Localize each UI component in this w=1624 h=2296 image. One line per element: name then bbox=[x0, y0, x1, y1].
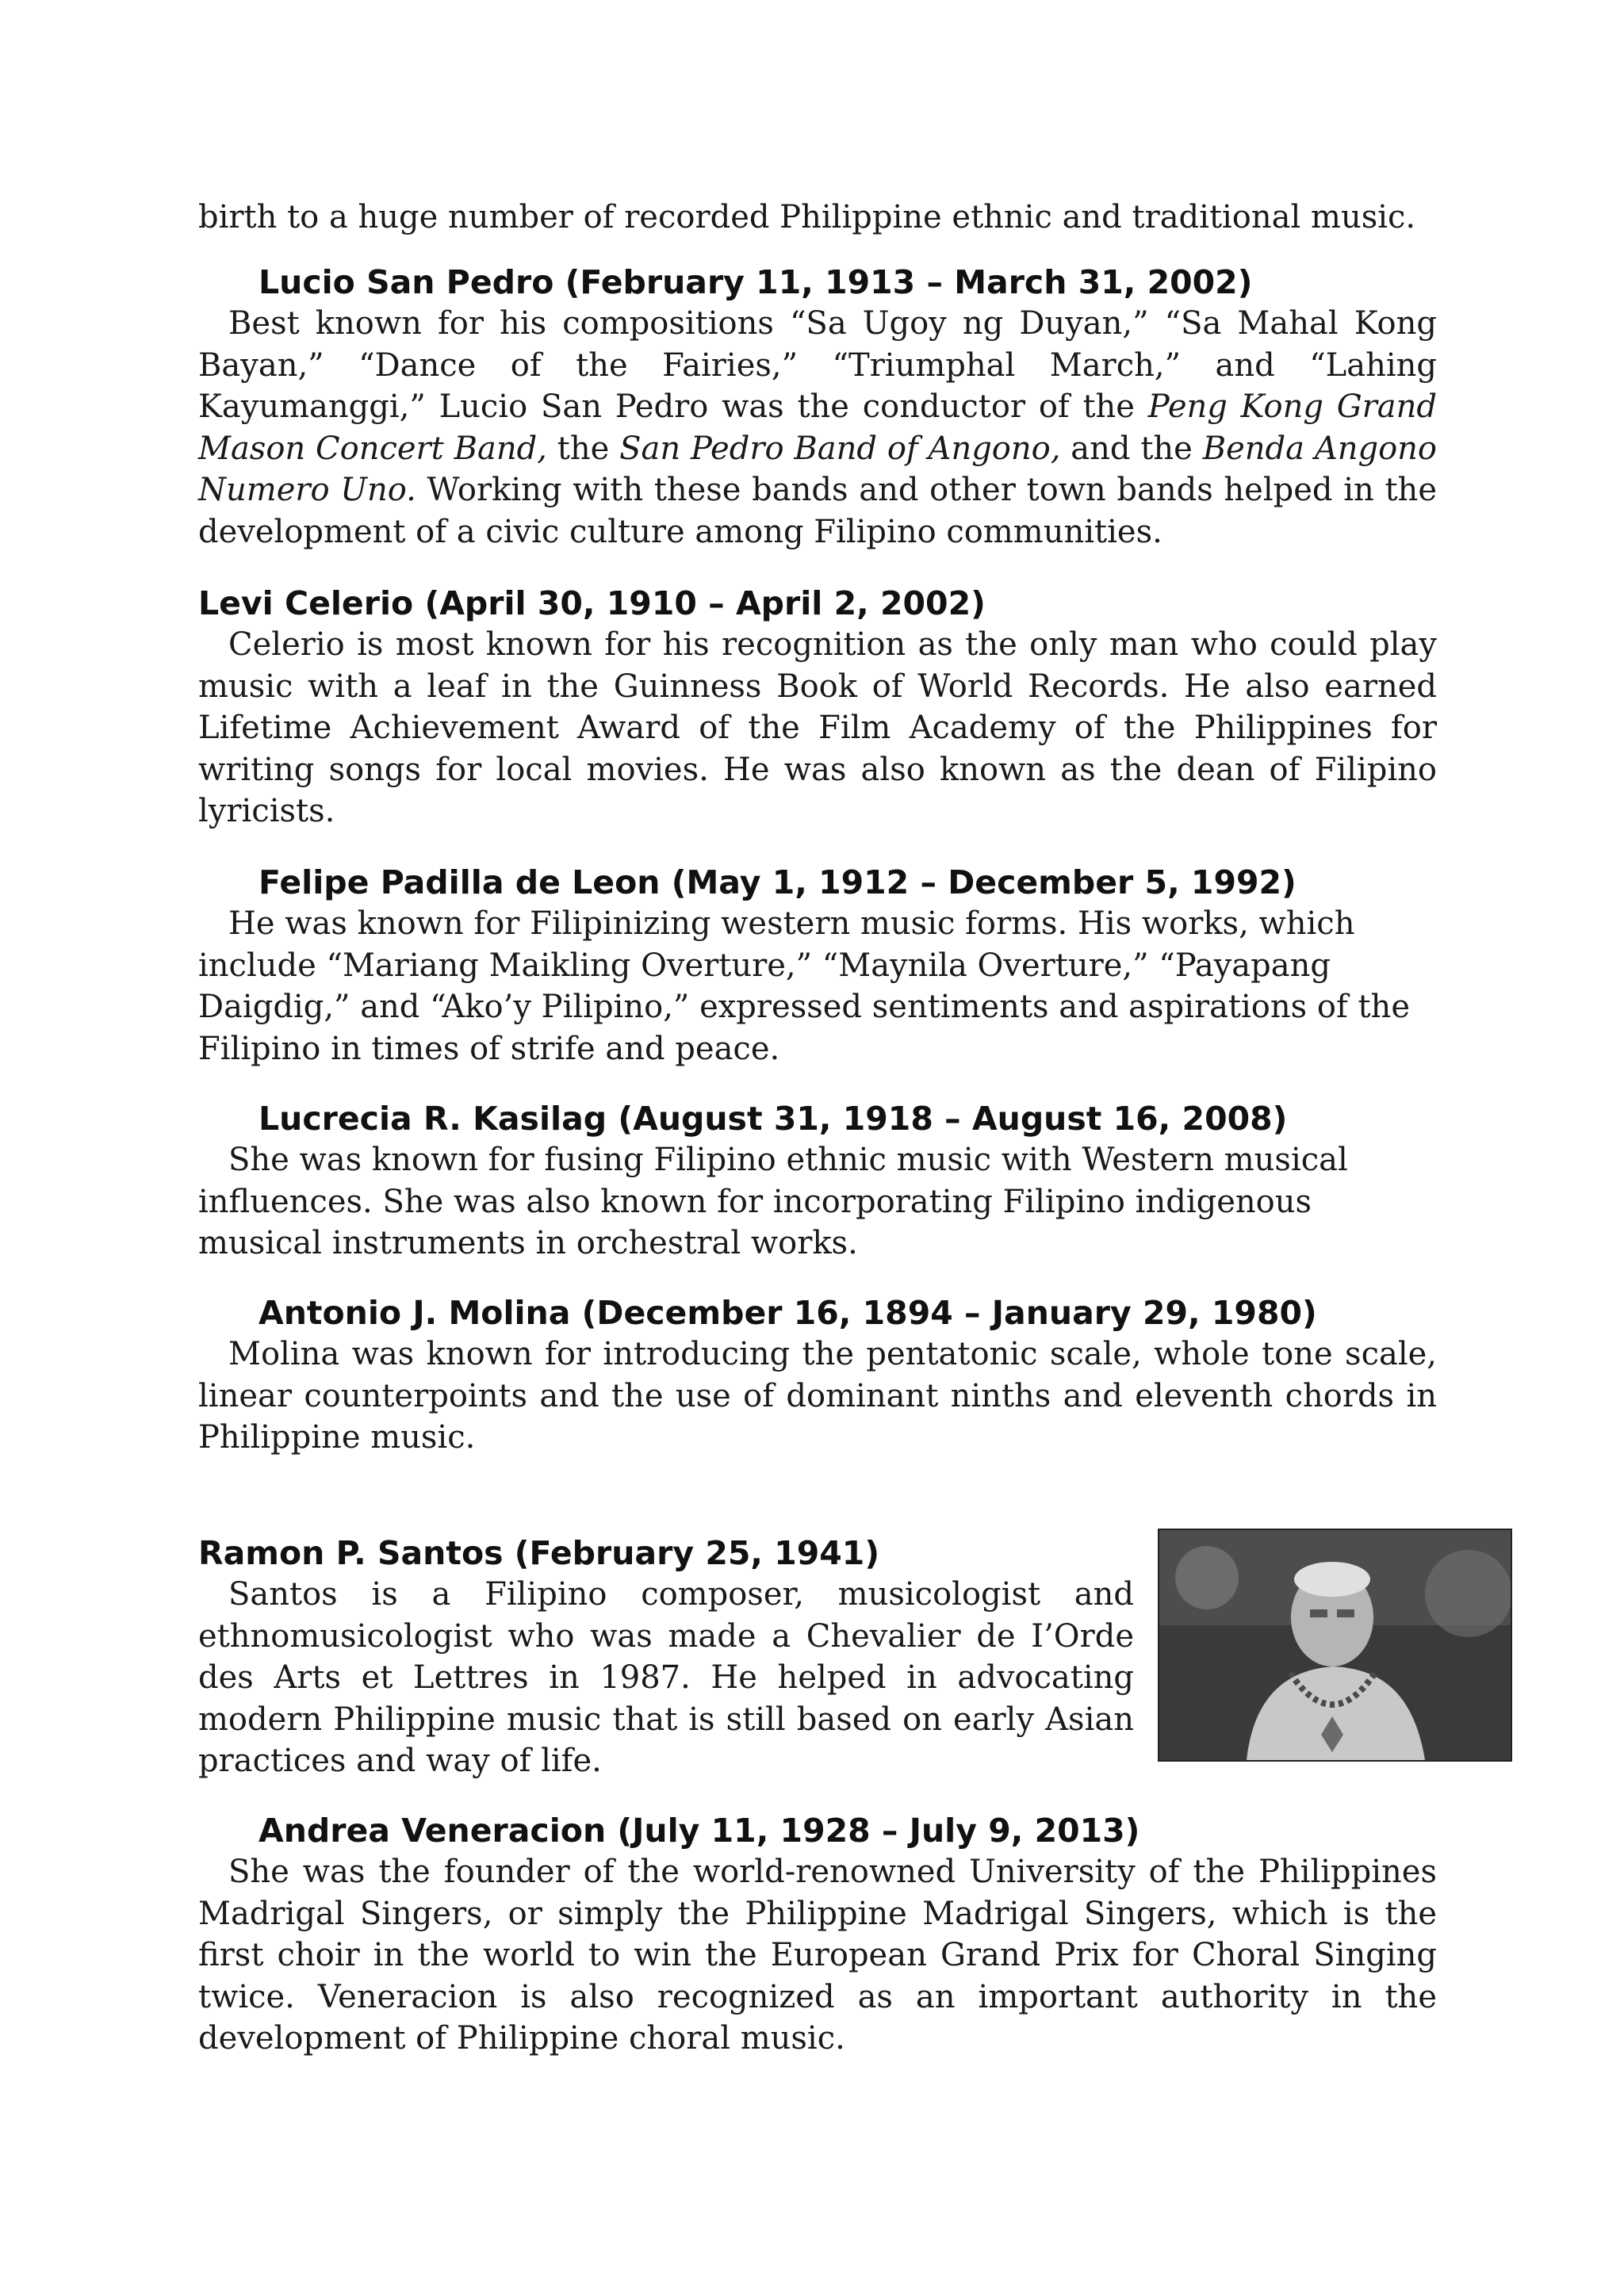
veneracion-paragraph: She was the founder of the world-renowned University of the Philippines Madrigal Singers, or simply the Philippine Madrigal Singers, which is the first choir in the world to win the European Grand Prix for Choral Singing twice. Veneracion is also recognized as an important authority in the development of Philippine choral music. bbox=[198, 1854, 1437, 2057]
kasilag-heading: Lucrecia R. Kasilag (August 31, 1918 – August 16, 2008) bbox=[259, 1100, 1288, 1138]
celerio-heading: Levi Celerio (April 30, 1910 – April 2, 2002) bbox=[198, 584, 986, 622]
band-name-benda-angono: Benda Angono Numero Uno. bbox=[198, 430, 1438, 508]
kasilag-section bbox=[198, 1098, 1437, 1265]
molina-paragraph: Molina was known for introducing the pentatonic scale, whole tone scale, linear counterpoints and the use of dominant ninths and eleventh chords in Philippine music. bbox=[198, 1336, 1437, 1456]
band-name-peng-kong: Peng Kong Grand Mason Concert Band, bbox=[198, 388, 1437, 467]
veneracion-section bbox=[198, 1810, 1437, 2060]
san-pedro-paragraph bbox=[198, 303, 1437, 553]
molina-heading: Antonio J. Molina (December 16, 1894 – January 29, 1980) bbox=[259, 1294, 1317, 1332]
san-pedro-text-2: the bbox=[546, 430, 620, 467]
kasilag-paragraph: She was known for fusing Filipino ethnic music with Western musical influences. She was also known for incorporating Filipino indigenous musical instruments in orchestral works. bbox=[198, 1142, 1348, 1261]
san-pedro-text-3: and the bbox=[1060, 430, 1203, 467]
celerio-section bbox=[198, 583, 1437, 832]
de-leon-heading: Felipe Padilla de Leon (May 1, 1912 – December 5, 1992) bbox=[259, 863, 1297, 901]
santos-portrait-photo bbox=[1158, 1529, 1512, 1762]
san-pedro-text-1: Best known for his compositions “Sa Ugoy ng Duyan,” “Sa Mahal Kong Bayan,” “Dance of the Fairies,” “Triumphal March,” and “Lahing Kayumanggi,” Lucio San Pedro was the conductor of the bbox=[198, 305, 1437, 425]
molina-section bbox=[198, 1292, 1437, 1459]
san-pedro-section bbox=[198, 262, 1437, 553]
san-pedro-heading: Lucio San Pedro (February 11, 1913 – March 31, 2002) bbox=[259, 263, 1253, 301]
veneracion-heading: Andrea Veneracion (July 11, 1928 – July 9, 2013) bbox=[259, 1812, 1140, 1850]
intro-section bbox=[198, 197, 1437, 239]
de-leon-section bbox=[198, 862, 1437, 1070]
celerio-paragraph: Celerio is most known for his recognition as the only man who could play music with a leaf in the Guinness Book of World Records. He also earned Lifetime Achievement Award of the Film Academy of the Philippines for writing songs for local movies. He was also known as the dean of Filipino lyricists. bbox=[198, 626, 1437, 829]
santos-paragraph: Santos is a Filipino composer, musicologist and ethnomusicologist who was made a Chevalier de I’Orde des Arts et Lettres in 1987. He helped in advocating modern Philippine music that is still based on early Asian practices and way of life. bbox=[198, 1576, 1134, 1779]
santos-heading: Ramon P. Santos (February 25, 1941) bbox=[198, 1534, 880, 1572]
band-name-san-pedro: San Pedro Band of Angono, bbox=[619, 430, 1061, 467]
portrait-image bbox=[1159, 1530, 1511, 1760]
intro-paragraph: birth to a huge number of recorded Philippine ethnic and traditional music. bbox=[198, 199, 1416, 235]
de-leon-paragraph: He was known for Filipinizing western music forms. His works, which include “Mariang Maikling Overture,” “Maynila Overture,” “Payapang Daigdig,” and “Ako’y Pilipino,” expressed sentiments and aspirations of the Filipino in times of strife and peace. bbox=[198, 905, 1410, 1067]
san-pedro-text-4: Working with these bands and other town bands helped in the development of a civic culture among Filipino communities. bbox=[198, 472, 1437, 550]
santos-section bbox=[198, 1533, 1134, 1782]
